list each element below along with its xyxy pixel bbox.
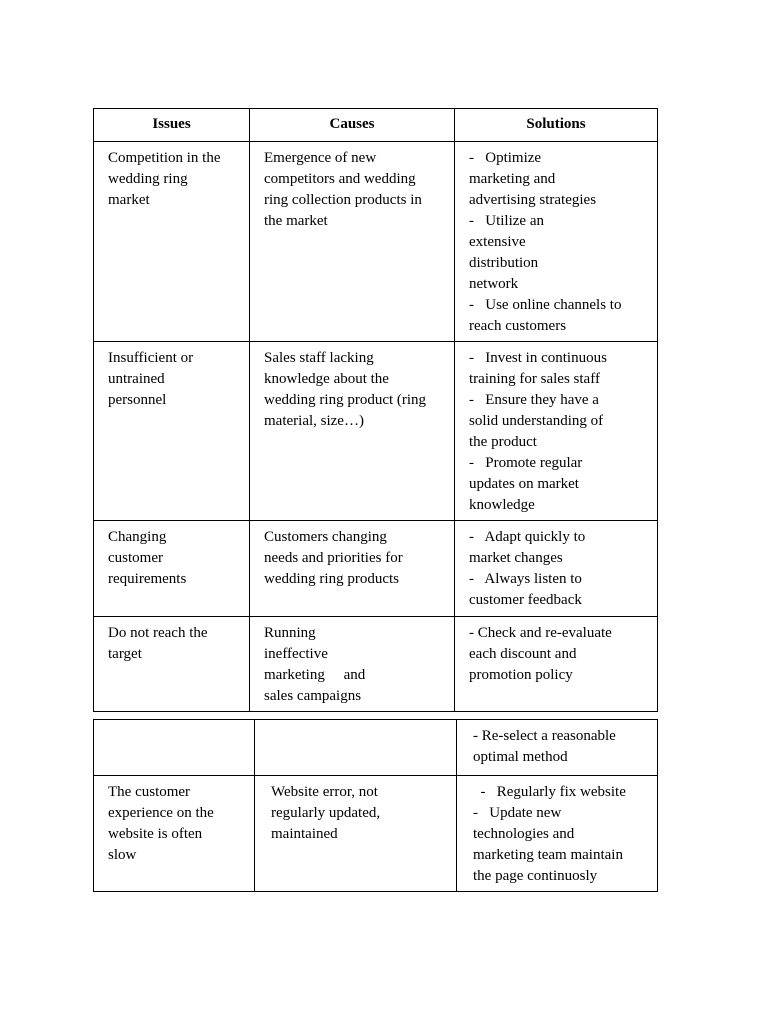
solution-cell xyxy=(455,342,658,521)
text-line: Website error, not xyxy=(271,784,378,800)
text-line: - Promote regular xyxy=(469,455,583,471)
text-line: promotion policy xyxy=(469,667,573,683)
text-line: training for sales staff xyxy=(469,371,600,387)
text-line: material, size…) xyxy=(264,413,364,429)
text-line: website is often xyxy=(108,826,203,842)
cause-cell xyxy=(250,617,455,712)
issue-cell xyxy=(94,521,250,617)
text-line: Competition in the xyxy=(108,150,221,166)
text-line: the market xyxy=(264,213,328,229)
text-line: Customers changing xyxy=(264,529,387,545)
cause-cell xyxy=(250,342,455,521)
text-line: marketing and xyxy=(469,171,556,187)
text-line: experience on the xyxy=(108,805,214,821)
text-line: - Re-select a reasonable xyxy=(473,728,616,744)
solution-cell xyxy=(455,142,658,342)
issues-table-continued xyxy=(93,719,658,892)
text-line: advertising strategies xyxy=(469,192,597,208)
text-line: distribution xyxy=(469,255,539,271)
text-line: Insufficient or xyxy=(108,350,194,366)
text-line: the page continuosly xyxy=(473,868,598,884)
issues-table xyxy=(93,108,658,712)
text-line: market xyxy=(108,192,150,208)
header-row xyxy=(94,109,658,142)
text-line: Emergence of new xyxy=(264,150,377,166)
solution-cell xyxy=(455,521,658,617)
issue-cell xyxy=(94,720,255,776)
text-line: Do not reach the xyxy=(108,625,208,641)
text-line: ineffective xyxy=(264,646,328,662)
text-line: regularly updated, xyxy=(271,805,381,821)
text-line: the product xyxy=(469,434,537,450)
table-row xyxy=(94,720,658,776)
text-line: - Optimize xyxy=(469,150,542,166)
text-line: knowledge xyxy=(469,497,535,513)
cause-cell xyxy=(250,142,455,342)
text-line: requirements xyxy=(108,571,187,587)
solution-cell xyxy=(457,720,658,776)
text-line: updates on market xyxy=(469,476,579,492)
table-row xyxy=(94,342,658,521)
cause-cell xyxy=(255,720,457,776)
cause-cell xyxy=(250,521,455,617)
issue-cell xyxy=(94,342,250,521)
text-line: - Utilize an xyxy=(469,213,544,229)
text-line: solid understanding of xyxy=(469,413,604,429)
text-line: customer feedback xyxy=(469,592,582,608)
text-line: target xyxy=(108,646,142,662)
text-line: maintained xyxy=(271,826,338,842)
text-line: network xyxy=(469,276,519,292)
header-issues: Issues xyxy=(94,109,250,142)
text-line: - Check and re-evaluate xyxy=(469,625,612,641)
text-line: marketing team maintain xyxy=(473,847,623,863)
cause-cell xyxy=(255,776,457,892)
text-line: marketing and xyxy=(264,667,366,683)
text-line: knowledge about the xyxy=(264,371,389,387)
text-line: market changes xyxy=(469,550,563,566)
issue-cell xyxy=(94,617,250,712)
text-line: The customer xyxy=(108,784,191,800)
table-row xyxy=(94,521,658,617)
text-line: optimal method xyxy=(473,749,568,765)
text-line: needs and priorities for xyxy=(264,550,403,566)
text-line: reach customers xyxy=(469,318,567,334)
text-line: extensive xyxy=(469,234,526,250)
text-line: each discount and xyxy=(469,646,577,662)
text-line: - Always listen to xyxy=(469,571,582,587)
text-line: - Update new xyxy=(473,805,562,821)
solution-cell xyxy=(455,617,658,712)
text-line: Sales staff lacking xyxy=(264,350,374,366)
text-line: - Ensure they have a xyxy=(469,392,599,408)
header-causes: Causes xyxy=(250,109,455,142)
text-line: - Regularly fix website xyxy=(473,784,626,800)
text-line: Changing xyxy=(108,529,167,545)
text-line: wedding ring xyxy=(108,171,188,187)
text-line: wedding ring product (ring xyxy=(264,392,427,408)
table-row xyxy=(94,142,658,342)
text-line: ring collection products in xyxy=(264,192,422,208)
text-line: technologies and xyxy=(473,826,575,842)
text-line: - Use online channels to xyxy=(469,297,622,313)
text-line: wedding ring products xyxy=(264,571,399,587)
issue-cell xyxy=(94,142,250,342)
text-line: - Adapt quickly to xyxy=(469,529,586,545)
text-line: Running xyxy=(264,625,316,641)
solution-cell xyxy=(457,776,658,892)
text-line: competitors and wedding xyxy=(264,171,416,187)
text-line: sales campaigns xyxy=(264,688,362,704)
text-line: - Invest in continuous xyxy=(469,350,607,366)
text-line: customer xyxy=(108,550,163,566)
issue-cell xyxy=(94,776,255,892)
text-line: personnel xyxy=(108,392,167,408)
text-line: slow xyxy=(108,847,137,863)
text-line: untrained xyxy=(108,371,165,387)
header-solutions: Solutions xyxy=(455,109,658,142)
table-row xyxy=(94,617,658,712)
table-row xyxy=(94,776,658,892)
